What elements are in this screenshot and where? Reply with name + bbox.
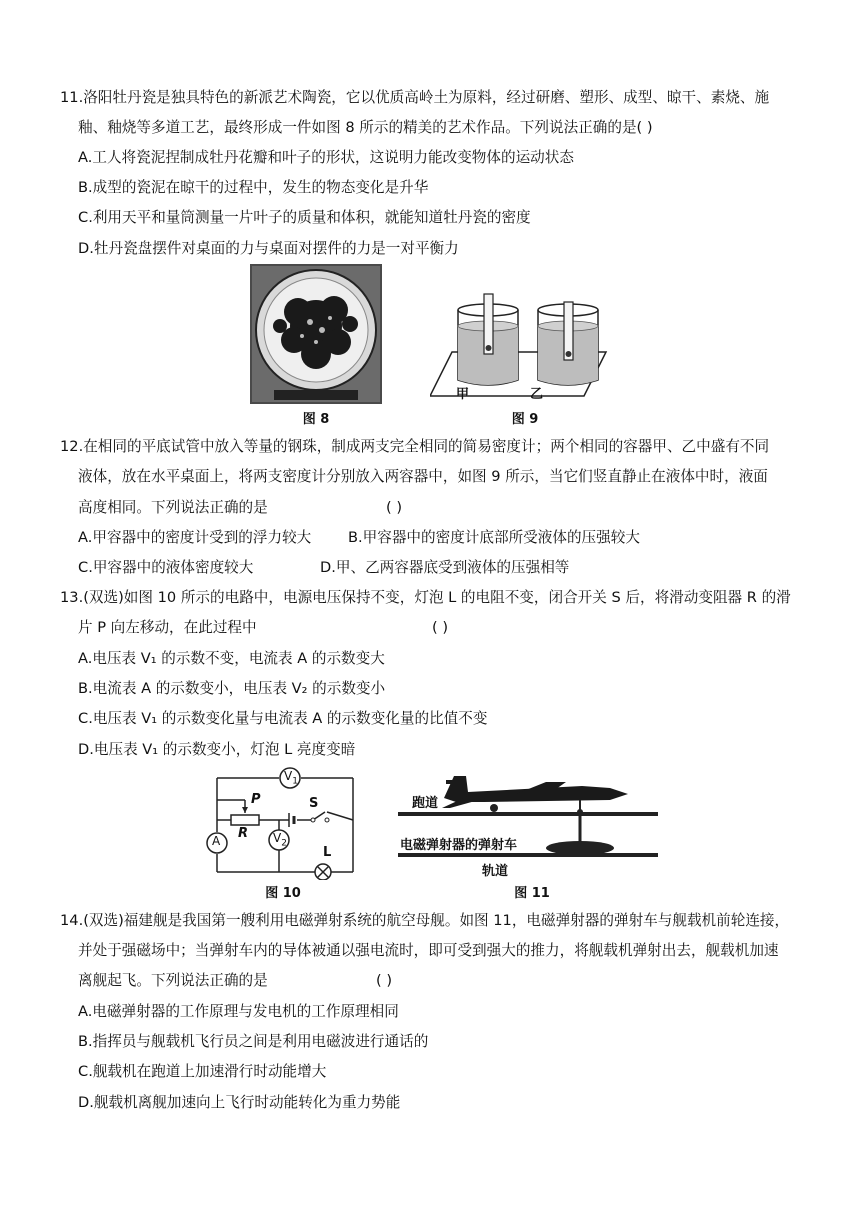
q12-stem-line3: 高度相同。下列说法正确的是: [78, 499, 268, 516]
figure-11-caption: 图 11: [514, 886, 550, 901]
q11-stem-line2: 釉、釉烧等多道工艺，最终形成一件如图 8 所示的精美的艺术作品。下列说法正确的是( ): [78, 119, 653, 136]
q14-stem-line2: 并处于强磁场中；当弹射车内的导体被通以强电流时，即可受到强大的推力，将舰载机弹射出去，舰载机加速: [78, 942, 779, 959]
q11-option-d: D.牡丹瓷盘摆件对桌面的力与桌面对摆件的力是一对平衡力: [78, 240, 459, 257]
figure-10-v2-label: $V_2$: [273, 831, 287, 849]
q12-stem-line2: 液体，放在水平桌面上，将两支密度计分别放入两容器中，如图 9 所示，当它们竖直静止在液体中时，液面: [78, 468, 768, 485]
q11-option-b: B.成型的瓷泥在晾干的过程中，发生的物态变化是升华: [78, 179, 429, 196]
figure-10-l-label: L: [323, 845, 332, 860]
q13-option-a: A.电压表 V₁ 的示数不变，电流表 A 的示数变大: [78, 650, 385, 667]
q14-answer-paren: ( ): [376, 972, 393, 989]
q12-option-a: A.甲容器中的密度计受到的浮力较大: [78, 529, 312, 546]
q12-option-b: B.甲容器中的密度计底部所受液体的压强较大: [348, 529, 640, 546]
q14-option-b: B.指挥员与舰载机飞行员之间是利用电磁波进行通话的: [78, 1033, 429, 1050]
q12-option-d: D.甲、乙两容器底受到液体的压强相等: [320, 559, 570, 576]
q11-option-a: A.工人将瓷泥捏制成牡丹花瓣和叶子的形状，这说明力能改变物体的运动状态: [78, 149, 574, 166]
q14-option-c: C.舰载机在跑道上加速滑行时动能增大: [78, 1063, 327, 1080]
q13-option-c: C.电压表 V₁ 的示数变化量与电流表 A 的示数变化量的比值不变: [78, 710, 488, 727]
figure-11-catapult: [396, 768, 660, 880]
figure-10-caption: 图 10: [265, 886, 301, 901]
figure-11-runway-label: 跑道: [412, 796, 439, 811]
figure-8-plate-photo: [250, 264, 382, 404]
figure-10-r-label: R: [238, 826, 249, 841]
q13-stem-line2: 片 P 向左移动，在此过程中: [78, 619, 257, 636]
q12-option-c: C.甲容器中的液体密度较大: [78, 559, 254, 576]
figure-10-p-label: P: [251, 792, 261, 807]
figure-10-ammeter-label: A: [212, 834, 221, 848]
figure-9-density-meters: [430, 290, 610, 402]
figure-9-label-jia: 甲: [456, 387, 470, 402]
q13-stem-line1: 13.(双选)如图 10 所示的电路中，电源电压保持不变，灯泡 L 的电阻不变，闭合开关 S 后，将滑动变阻器 R 的滑: [60, 589, 791, 606]
figure-11-track-label: 轨道: [482, 864, 509, 879]
q14-stem-line3: 离舰起飞。下列说法正确的是: [78, 972, 268, 989]
figure-8-caption: 图 8: [302, 412, 330, 427]
figure-10-circuit: [205, 764, 360, 880]
figure-10-s-label: S: [309, 796, 319, 811]
q14-option-a: A.电磁弹射器的工作原理与发电机的工作原理相同: [78, 1003, 399, 1020]
q13-answer-paren: ( ): [432, 619, 449, 636]
q14-option-d: D.舰载机离舰加速向上飞行时动能转化为重力势能: [78, 1094, 401, 1111]
q13-option-b: B.电流表 A 的示数变小，电压表 V₂ 的示数变小: [78, 680, 386, 697]
q14-stem-line1: 14.(双选)福建舰是我国第一艘利用电磁弹射系统的航空母舰。如图 11，电磁弹射器的弹射车与舰载机前轮连接，: [60, 912, 790, 929]
figure-9-caption: 图 9: [511, 412, 539, 427]
q13-option-d: D.电压表 V₁ 的示数变小，灯泡 L 亮度变暗: [78, 741, 356, 758]
figure-9-label-yi: 乙: [530, 387, 544, 402]
q12-stem-line1: 12.在相同的平底试管中放入等量的钢珠，制成两支完全相同的简易密度计；两个相同的容器甲、乙中盛有不同: [60, 438, 770, 455]
q11-option-c: C.利用天平和量筒测量一片叶子的质量和体积，就能知道牡丹瓷的密度: [78, 209, 531, 226]
figure-11-shuttle-label: 电磁弹射器的弹射车: [400, 834, 517, 853]
q11-stem-line1: 11.洛阳牡丹瓷是独具特色的新派艺术陶瓷，它以优质高岭土为原料，经过研磨、塑形、成型、晾干、素烧、施: [60, 89, 770, 106]
q12-answer-paren: ( ): [386, 499, 403, 516]
figure-10-v1-label: $V_1$: [284, 769, 298, 787]
